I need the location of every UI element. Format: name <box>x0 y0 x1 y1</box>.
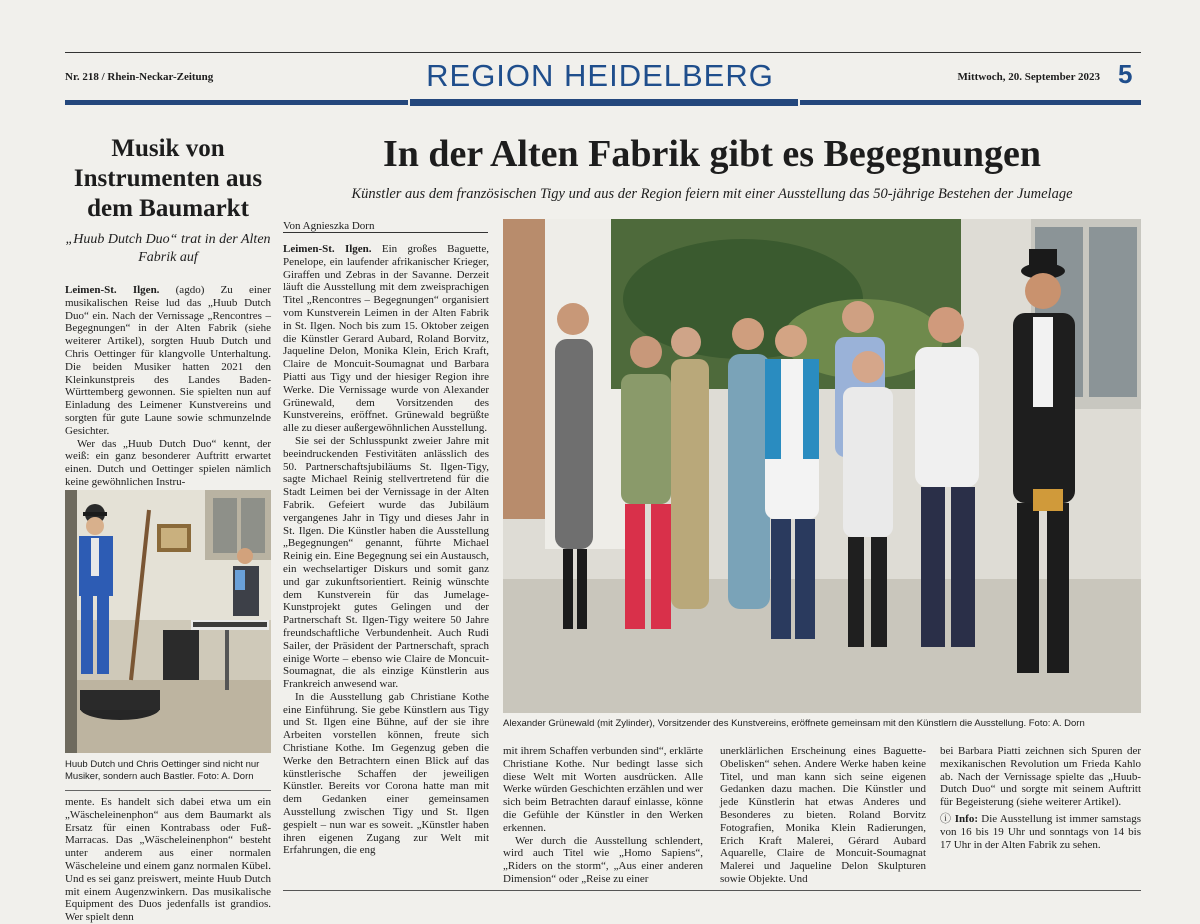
side-dateline: Leimen-St. Ilgen. <box>65 284 160 296</box>
side-subhead: „Huub Dutch Duo“ trat in der Alten Fabrik auf <box>65 232 271 265</box>
header-bar-right <box>800 100 1141 105</box>
byline-rule <box>283 232 488 233</box>
byline: Von Agnieszka Dorn <box>283 220 375 232</box>
info-box <box>940 813 1141 851</box>
group-photo <box>503 219 1141 713</box>
side-photo-duo <box>65 490 271 753</box>
main-column-2 <box>503 745 703 886</box>
page-number: 5 <box>1118 59 1133 89</box>
main-paragraph-2: Sie sei der Schlusspunkt zweier Jahre mit beeindruckenden Festivitäten anlässlich des 50. Partnerschaftsjubiläums St. Ilgen-Tigy, sagte Michael Reinig stellvertretend für die Stadt Leimen bei der Vernissage in der Alten Fabrik. Gefeiert wurde das Jubiläum vergangenes Jahr in Tigy und dieses Jahr in St. Ilgen. Die Künstler haben die Ausstellung „Begegnungen“ genannt, führte Michael Reinig ein. Eine Begegnung sei ein Austausch, ein wechselartiger Diskurs und somit ganz und gar zukunftsorientiert. Reinig wünschte dem Kunstverein für das Jumelage-Kunstprojekt gutes Gelingen und der Partnerschaft St. Ilgen-Tigy weitere 50 Jahre freundschaftliche Verbundenheit. Auch Rudi Sailer, der Präsident der Partnerschaft, sprach einige Worte – ebenso wie Claire de Moncuit-Soumagnat, die als einzige Künstlerin aus Frankreich anwesend war. <box>283 434 489 691</box>
info-circle-icon: ⓘ <box>940 811 952 825</box>
side-paragraph-1: (agdo) Zu einer musikalischen Reise lud das „Huub Dutch Duo“ ein. Nach der Vernissage „Rencontres – Begegnungen“ in der Alten Fabrik (siehe weiterer Artikel), sorgten Huub Dutch und Chris Oettinger für klangvolle Unterhaltung. Die beiden Musiker hatten 2021 den Kleinkunstpreis des Landes Baden-Württemberg gewonnen. Sie spielten nun auf Einladung des Leimener Kunstvereins und sorgten für gute Laune sowie schmunzelnde Gesichter. <box>65 284 271 437</box>
person-3 <box>671 327 709 609</box>
header-bar-center <box>410 99 798 106</box>
side-body-top <box>65 284 271 489</box>
main-paragraph-4: mit ihrem Schaffen verbunden sind“, erklärte Christiane Kothe. Nur bedingt lasse sich diese Welt mit Worten ausdrücken. Alle Werke würden Geschichten erzählen und wer sich beim Betrachten darauf einlasse, könne die Gefühle der Künstler in den Werken erkennen. <box>503 745 703 834</box>
main-paragraph-3: In die Ausstellung gab Christiane Kothe eine Einführung. Sie gebe Künstlern aus Tigy und St. Ilgen eine Bühne, auf der sie ihre Arbeiten vorstellen können, freute sich Christiane Kothe. Im Gegenzug geben die Werke den Betrachtern einen Blick auf das künstlerische Schaffen der jeweiligen Künstler. Bereits vor Corona hatte man mit dem Gedanken einer gemeinsamen Ausstellung zwischen Tigy und St. Ilgen gespielt – nun war es soweit. „Künstler haben ihren eigenen Zugang zur Welt mit Erfahrungen, die eng <box>283 690 489 857</box>
header-bar-left <box>65 100 408 105</box>
main-subhead: Künstler aus dem französischen Tigy und aus der Region feiern mit einer Ausstellung das 50-jährige Bestehen der Jumelage <box>351 186 1073 202</box>
main-paragraph-7: bei Barbara Piatti zeichnen sich Spuren der mexikanischen Revolution um Frieda Kahlo ab. Nach der Vernissage spielte das „Huub-Dutch Duo“ und sorgte mit seinem Auftritt für Begeisterung (siehe weiterer Artikel). <box>940 745 1141 809</box>
main-column-1 <box>283 243 489 857</box>
side-caption-rule <box>65 790 271 791</box>
group-photo-caption: Alexander Grünewald (mit Zylinder), Vorsitzender des Kunstvereins, eröffnete gemeinsam mit den Künstlern die Ausstellung. Foto: A. Dorn <box>503 718 1085 729</box>
issue-date: Mittwoch, 20. September 2023 <box>957 71 1100 83</box>
info-text: Die Ausstellung ist immer samstags von 16 bis 19 Uhr und sonntags von 14 bis 17 Uhr in der Alten Fabrik zu sehen. <box>940 812 1141 851</box>
main-paragraph-1: Ein großes Baguette, Penelope, ein laufender afrikanischer Krieger, Giraffen und Zebras in der Savanne. Derzeit läuft die Ausstellung mit dem zweisprachigen Titel „Rencontres – Begegnungen“ organisiert vom Kunstverein Leimen in der Alten Fabrik in St. Ilgen. Noch bis zum 15. Oktober zeigen die Künstler Gerard Aubard, Roland Borvitz, Jaqueline Delon, Monika Klein, Erich Kraft, Claire de Moncuit-Soumagnat und Barbara Piatti aus Tigy und der hiesiger Region ihre Werke. Die Vernissage wurde von Alexander Grünewald, dem Vorsitzenden des Kunstvereins, eröffnet. Grünewald begrüßte alle zu dieser außergewöhnlichen Ausstellung. <box>283 243 489 435</box>
bottom-rule <box>283 890 1141 891</box>
group-photo-illustration <box>503 219 1141 713</box>
side-paragraph-3: mente. Es handelt sich dabei etwa um ein „Wäscheleinenphon“ aus dem Baumarkt als Ersatz für einen Kontrabass oder Fuß-Marracas. Das „Wäscheleinenphon“ besteht unter anderem aus einer normalen Wäscheleine und einem ganz normalen Kübel. Und es sei ganz preiswert, meinte Huub Dutch mit einem Augenzwinkern. Das musikalische Equipment des Duos jedenfalls ist grandios. Wer spielt denn <box>65 796 271 924</box>
issue-label: Nr. 218 / Rhein-Neckar-Zeitung <box>65 71 214 83</box>
section-title: REGION HEIDELBERG <box>426 58 774 93</box>
side-headline: Musik von Instrumenten aus dem Baumarkt <box>73 135 263 222</box>
main-dateline: Leimen-St. Ilgen. <box>283 243 372 255</box>
side-photo-caption: Huub Dutch und Chris Oettinger sind nicht nur Musiker, sondern auch Bastler. Foto: A. Dorn <box>65 759 260 782</box>
side-body-bottom <box>65 796 271 924</box>
main-paragraph-6: unerklärlichen Erscheinung eines Baguette-Obelisken“ sehen. Andere Werke haben keine Titel, und man kann sich seine eigenen Gedanken dazu machen. Die Künstler und jede Künstlerin hat etwas Anderes und Besonderes zu bieten. Roland Borvitz Fotografien, Monika Klein Radierungen, Erich Kraft Malerei, Gérard Aubard Aquarelle, Claire de Moncuit-Soumagnat Malerei und Jaqueline Delon Skulpturen sowie Objekte. Und <box>720 745 926 885</box>
person-4 <box>728 318 770 609</box>
main-column-3 <box>720 745 926 886</box>
side-paragraph-2: Wer das „Huub Dutch Duo“ kennt, der weiß: ein ganz besonderer Auftritt erwartet einen. Dutch und Oettinger spielen nämlich keine gewöhnlichen Instru- <box>65 437 271 488</box>
duo-photo-illustration <box>65 490 271 753</box>
main-paragraph-5: Wer durch die Ausstellung schlendert, wird auch Titel wie „Homo Sapiens“, „Riders on the storm“, „Aus einer anderen Dimension“ oder „Reise zu einer <box>503 834 703 885</box>
main-column-4 <box>940 745 1141 851</box>
info-label: Info: <box>954 812 979 825</box>
main-headline: In der Alten Fabrik gibt es Begegnungen <box>382 133 1042 175</box>
masthead-rule <box>65 52 1141 53</box>
